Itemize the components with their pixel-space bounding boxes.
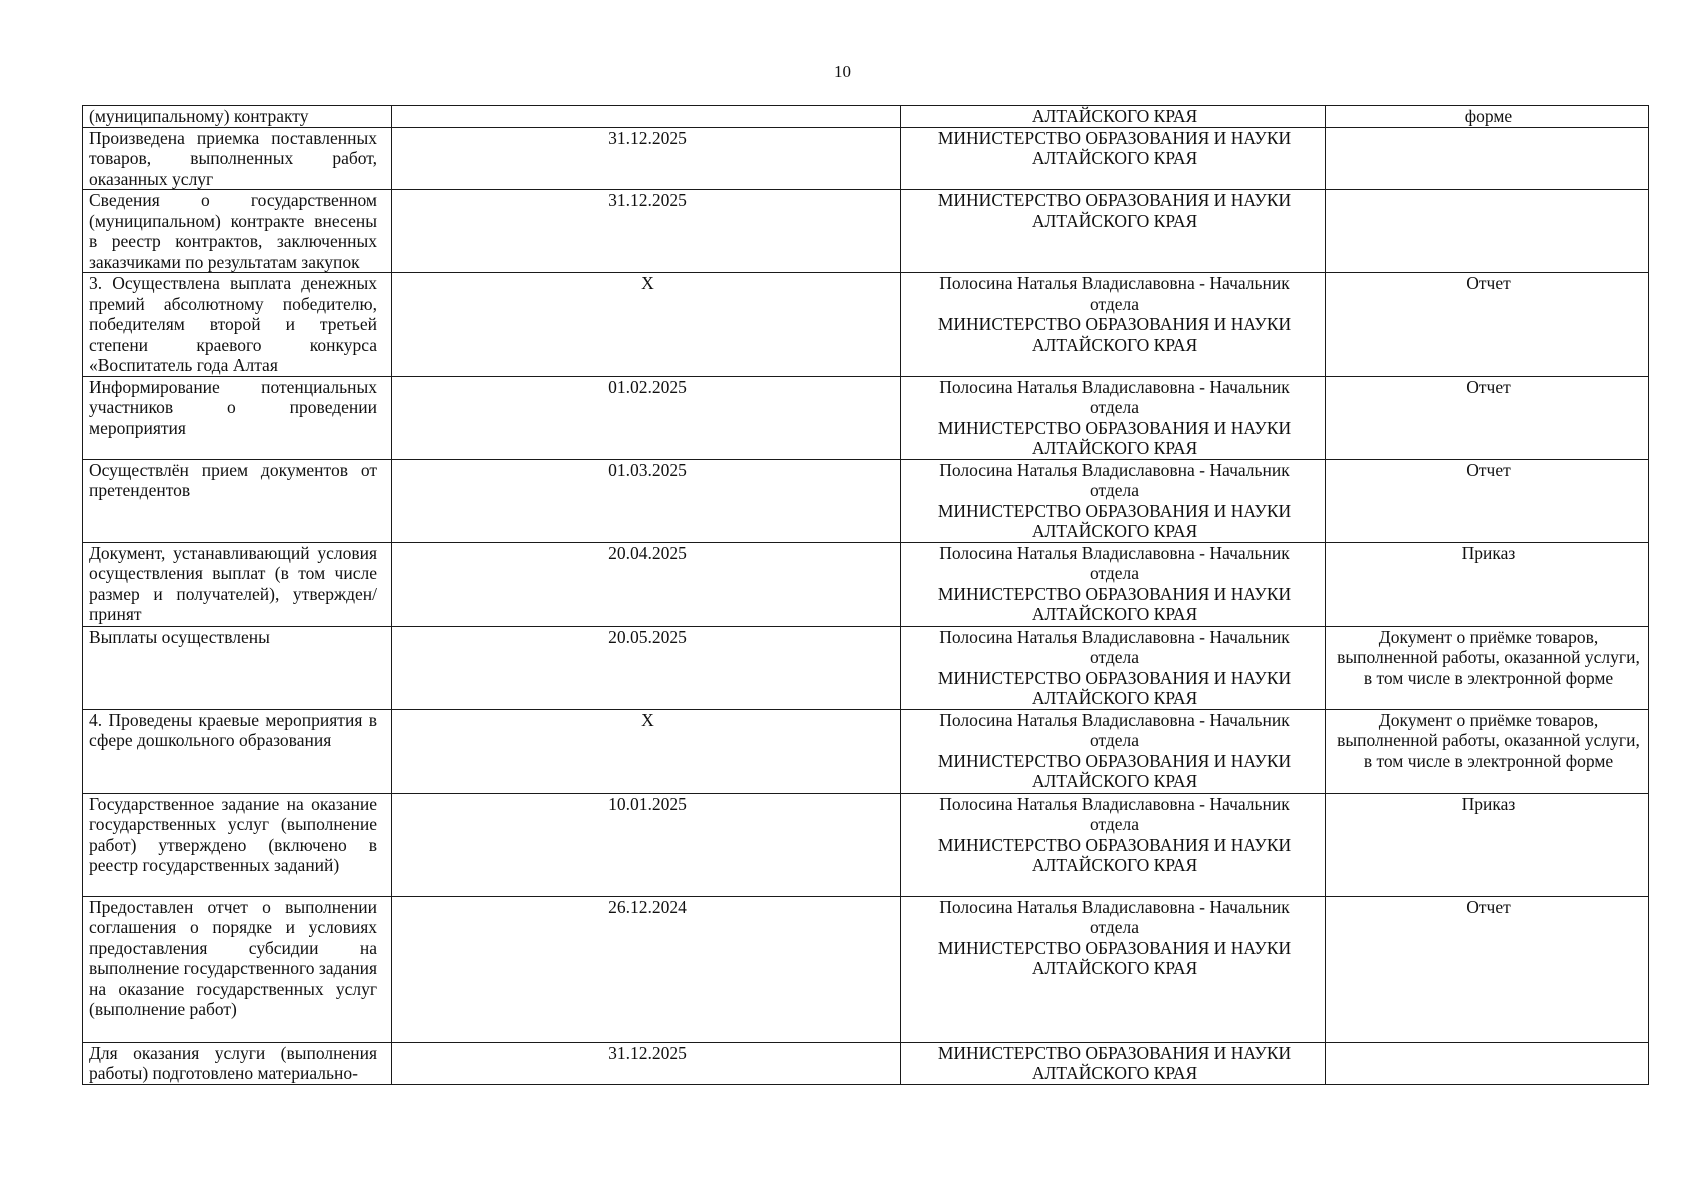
row-document [1326,127,1649,190]
row-description: Государственное задание на оказание государственных услуг (выполнение работ) утверждено (включено в реестр государственных заданий) [83,793,392,896]
responsible-line: МИНИСТЕРСТВО ОБРАЗОВАНИЯ И НАУКИ [937,667,1292,688]
row-description: 3. Осуществлена выплата денежных премий абсолютному победителю, победителям второй и третьей степени краевого конкурса «Воспитатель года Алтая [83,273,392,377]
row-document: Приказ [1326,542,1649,626]
table-row [83,376,1649,459]
row-date: 01.03.2025 [392,459,901,542]
row-responsible [901,127,1326,190]
row-responsible [901,793,1326,896]
responsible-line: Полосина Наталья Владиславовна - Начальник [939,273,1290,293]
row-document: Отчет [1326,376,1649,459]
table-row [83,106,1649,128]
row-document: Отчет [1326,459,1649,542]
responsible-line: МИНИСТЕРСТВО ОБРАЗОВАНИЯ И НАУКИ [937,750,1292,771]
table-row [83,896,1649,1042]
row-document [1326,190,1649,273]
responsible-line: МИНИСТЕРСТВО ОБРАЗОВАНИЯ И НАУКИ [937,583,1292,604]
row-document: Документ о приёмке товаров, выполненной работы, оказанной услуги, в том числе в электронной форме [1326,626,1649,709]
row-description: Сведения о государственном (муниципальном) контракте внесены в реестр контрактов, заключенных заказчиками по результатам закупок [83,190,392,273]
row-responsible [901,273,1326,377]
row-responsible [901,542,1326,626]
responsible-line: АЛТАЙСКОГО КРАЯ [1031,106,1198,126]
responsible-line: АЛТАЙСКОГО КРАЯ [1031,1063,1198,1083]
responsible-line: АЛТАЙСКОГО КРАЯ [1031,688,1198,708]
responsible-line: АЛТАЙСКОГО КРАЯ [1031,855,1198,875]
row-responsible [901,709,1326,793]
row-responsible [901,459,1326,542]
row-document: Приказ [1326,793,1649,896]
responsible-line: АЛТАЙСКОГО КРАЯ [1031,334,1198,355]
control-points-table [82,105,1649,1085]
table-row [83,273,1649,377]
table-row [83,1042,1649,1084]
row-date: 10.01.2025 [392,793,901,896]
row-responsible [901,896,1326,1042]
row-date: X [392,273,901,377]
responsible-line: отдела [1089,563,1140,583]
row-date: 26.12.2024 [392,896,901,1042]
responsible-line: отдела [1089,293,1140,314]
row-description: Информирование потенциальных участников о проведении мероприятия [83,376,392,459]
row-date: 20.05.2025 [392,626,901,709]
responsible-line: АЛТАЙСКОГО КРАЯ [1031,438,1198,458]
table-row [83,626,1649,709]
row-description: Предоставлен отчет о выполнении соглашения о порядке и условиях предоставления субсидии на выполнение государственного задания на оказание государственных услуг (выполнение работ) [83,896,392,1042]
row-responsible [901,106,1326,128]
responsible-line: отдела [1089,917,1140,937]
responsible-line: МИНИСТЕРСТВО ОБРАЗОВАНИЯ И НАУКИ [937,1042,1292,1063]
row-date: 01.02.2025 [392,376,901,459]
row-date: 20.04.2025 [392,542,901,626]
row-description: Произведена приемка поставленных товаров, выполненных работ, оказанных услуг [83,127,392,190]
responsible-line: АЛТАЙСКОГО КРАЯ [1031,148,1198,168]
responsible-line: МИНИСТЕРСТВО ОБРАЗОВАНИЯ И НАУКИ [937,127,1292,148]
row-responsible [901,626,1326,709]
responsible-line: МИНИСТЕРСТВО ОБРАЗОВАНИЯ И НАУКИ [937,834,1292,855]
responsible-line: МИНИСТЕРСТВО ОБРАЗОВАНИЯ И НАУКИ [937,937,1292,958]
responsible-line: отдела [1089,397,1140,417]
row-description: (муниципальному) контракту [83,106,392,128]
row-document [1326,1042,1649,1084]
table-row [83,793,1649,896]
page-number: 10 [834,62,851,81]
row-document: Отчет [1326,273,1649,377]
responsible-line: АЛТАЙСКОГО КРАЯ [1031,210,1198,231]
responsible-line: Полосина Наталья Владиславовна - Начальник [939,376,1290,397]
table-row [83,127,1649,190]
row-description: Для оказания услуги (выполнения работы) подготовлено материально- [83,1042,392,1084]
responsible-line: АЛТАЙСКОГО КРАЯ [1031,771,1198,791]
table-body [83,106,1649,1085]
responsible-line: МИНИСТЕРСТВО ОБРАЗОВАНИЯ И НАУКИ [937,417,1292,438]
table-row [83,709,1649,793]
responsible-line: МИНИСТЕРСТВО ОБРАЗОВАНИЯ И НАУКИ [937,190,1292,210]
responsible-line: отдела [1089,647,1140,667]
row-responsible [901,1042,1326,1084]
responsible-line: АЛТАЙСКОГО КРАЯ [1031,604,1198,624]
responsible-line: Полосина Наталья Владиславовна - Начальник [939,793,1290,814]
responsible-line: МИНИСТЕРСТВО ОБРАЗОВАНИЯ И НАУКИ [937,314,1292,334]
row-responsible [901,376,1326,459]
responsible-line: АЛТАЙСКОГО КРАЯ [1031,521,1198,541]
row-date: 31.12.2025 [392,190,901,273]
responsible-line: Полосина Наталья Владиславовна - Начальник [939,542,1290,563]
row-document: Отчет [1326,896,1649,1042]
row-responsible [901,190,1326,273]
row-date: 31.12.2025 [392,1042,901,1084]
row-description: Документ, устанавливающий условия осуществления выплат (в том числе размер и получателей), утвержден/принят [83,542,392,626]
row-description: Выплаты осуществлены [83,626,392,709]
table-row [83,542,1649,626]
table-row [83,459,1649,542]
responsible-line: отдела [1089,480,1140,500]
row-description: Осуществлён прием документов от претендентов [83,459,392,542]
row-description: 4. Проведены краевые мероприятия в сфере дошкольного образования [83,709,392,793]
row-date [392,106,901,128]
table-row [83,190,1649,273]
responsible-line: Полосина Наталья Владиславовна - Начальник [939,709,1290,730]
responsible-line: АЛТАЙСКОГО КРАЯ [1031,958,1198,978]
responsible-line: отдела [1089,814,1140,834]
responsible-line: Полосина Наталья Владиславовна - Начальник [939,459,1290,480]
row-document: Документ о приёмке товаров, выполненной работы, оказанной услуги, в том числе в электронной форме [1326,709,1649,793]
responsible-line: МИНИСТЕРСТВО ОБРАЗОВАНИЯ И НАУКИ [937,500,1292,521]
responsible-line: Полосина Наталья Владиславовна - Начальник [939,626,1290,647]
responsible-line: Полосина Наталья Владиславовна - Начальник [939,896,1290,917]
row-date: 31.12.2025 [392,127,901,190]
row-document: форме [1326,106,1649,128]
row-date: X [392,709,901,793]
responsible-line: отдела [1089,730,1140,750]
